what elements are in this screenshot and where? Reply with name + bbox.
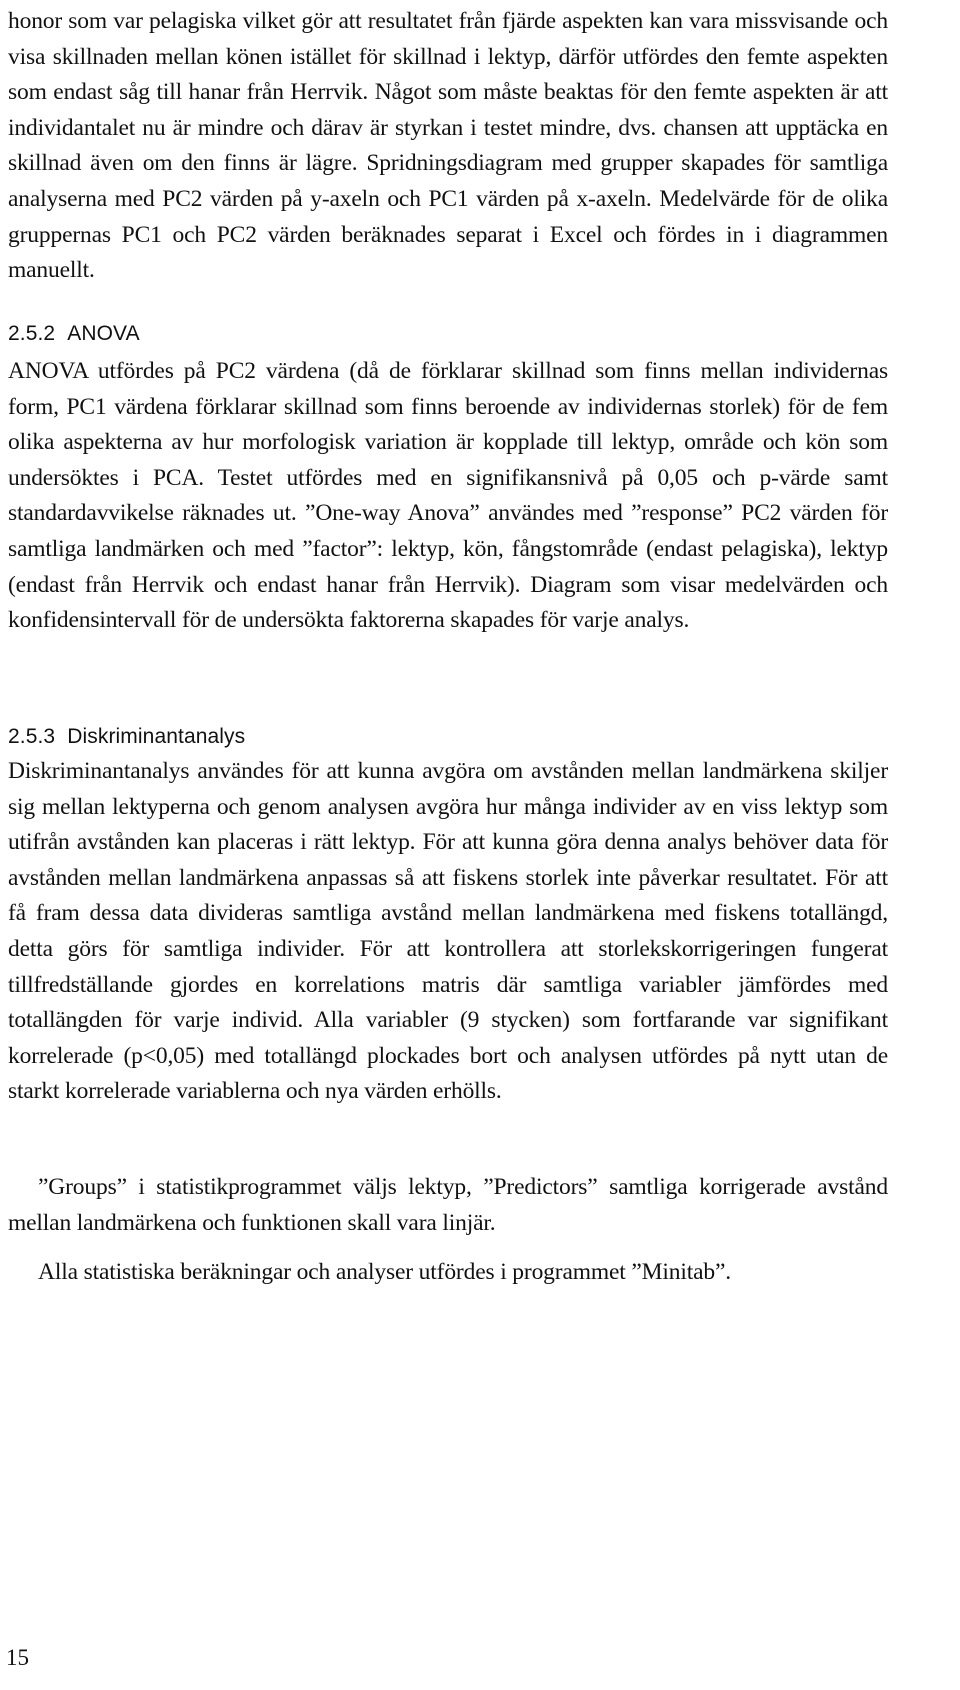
page-number: 15 [6, 1645, 29, 1670]
section-number-anova: 2.5.2 [8, 322, 56, 345]
paragraph-minitab: Alla statistiska beräkningar och analyser utfördes i programmet ”Minitab”. [38, 1259, 732, 1285]
section-heading-diskriminant [8, 723, 245, 751]
paragraph-intro: honor som var pelagiska vilket gör att resultatet från fjärde aspekten kan vara missvisande och visa skillnaden mellan könen istället för skillnad i lektyp, därför utfördes den femte aspekten som endast såg till hanar från Herrvik. Något som måste beaktas för den femte aspekten är att individantalet nu är mindre och därav är styrkan i testet mindre, dvs. chansen att upptäcka en skillnad även om den finns är lägre. Spridningsdiagram med grupper skapades för samtliga analyserna med PC2 värden på y-axeln och PC1 värden på x-axeln. Medelvärde för de olika gruppernas PC1 och PC2 värden beräknades separat i Excel och fördes in i diagrammen manuellt. [8, 8, 888, 284]
section-title-anova: ANOVA [67, 322, 140, 345]
section-title-diskriminant: Diskriminantanalys [67, 725, 246, 748]
paragraph-anova: ANOVA utfördes på PC2 värdena (då de förklarar skillnad som finns mellan individernas form, PC1 värdena förklarar skillnad som finns beroende av individernas storlek) för de fem olika aspekterna av hur morfologisk variation är kopplade till lektyp, område och kön som undersöktes i PCA. Testet utfördes med en signifikansnivå på 0,05 och p-värde samt standardavvikelse räknades ut. ”One-way Anova” användes med ”response” PC2 värden för samtliga landmärken och med ”factor”: lektyp, kön, fångstområde (endast pelagiska), lektyp (endast från Herrvik och endast hanar från Herrvik). Diagram som visar medelvärden och konfidensintervall för de undersökta faktorerna skapades för varje analys. [8, 358, 888, 634]
section-heading-anova [8, 320, 140, 348]
paragraph-groups: ”Groups” i statistikprogrammet väljs lektyp, ”Predictors” samtliga korrigerade avstånd mellan landmärkena och funktionen skall vara linjär. [8, 1174, 888, 1236]
paragraph-diskriminant: Diskriminantanalys användes för att kunna avgöra om avstånden mellan landmärkena skiljer sig mellan lektyperna och genom analysen avgöra hur många individer av en viss lektyp som utifrån avstånden kan placeras i rätt lektyp. För att kunna göra denna analys behöver data för avstånden mellan landmärkena anpassas så att fiskens storlek inte påverkar resultatet. För att få fram dessa data divideras samtliga avstånd mellan landmärkena med fiskens totallängd, detta görs för samtliga individer. För att kontrollera att storlekskorrigeringen fungerat tillfredställande gjordes en korrelations matris där samtliga variabler jämfördes med totallängden för varje individ. Alla variabler (9 stycken) som fortfarande var signifikant korrelerade (p<0,05) med totallängd plockades bort och analysen utfördes på nytt utan de starkt korrelerade variablerna och nya värden erhölls. [8, 758, 888, 1105]
section-number-diskriminant: 2.5.3 [8, 725, 56, 748]
